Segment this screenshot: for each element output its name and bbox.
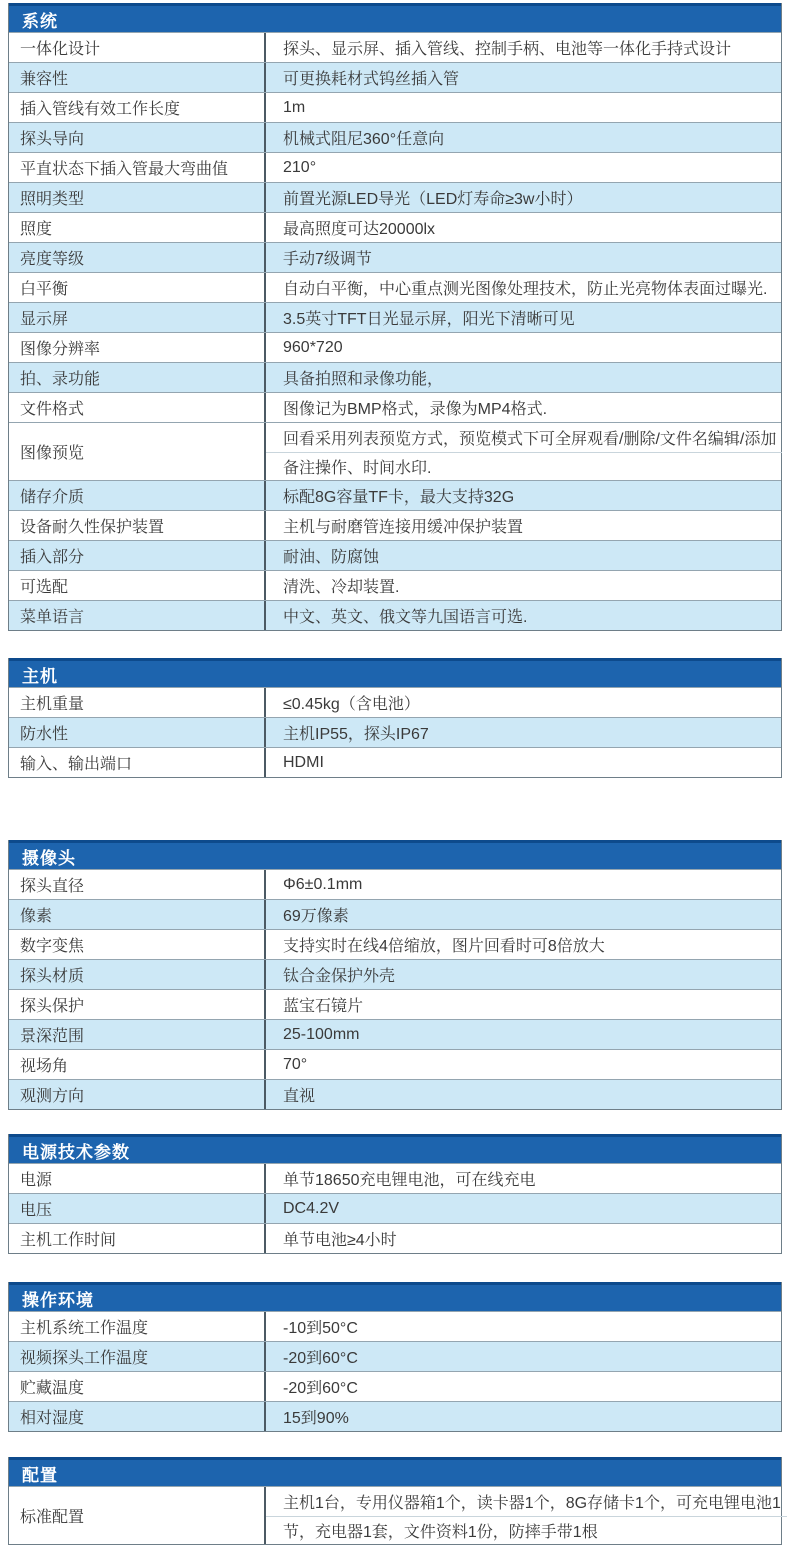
row-value: 960*720 <box>283 338 343 356</box>
row-value: 210° <box>283 158 317 176</box>
row-value-multiline <box>266 423 782 480</box>
row-value: 25-100mm <box>283 1025 360 1043</box>
spec-row <box>9 899 781 929</box>
row-value: HDMI <box>283 753 324 771</box>
spec-row <box>9 122 781 152</box>
spec-row <box>9 1371 781 1401</box>
row-value: ≤0.45kg（含电池） <box>283 696 420 714</box>
row-label: 储存介质 <box>9 481 266 510</box>
row-value: 单节18650充电锂电池，可在线充电 <box>283 1172 536 1190</box>
spec-row <box>9 959 781 989</box>
section-header: 配置 <box>9 1457 781 1486</box>
row-label: 设备耐久性保护装置 <box>9 511 266 540</box>
row-label: 贮藏温度 <box>9 1372 266 1401</box>
row-value: 直视 <box>283 1088 316 1106</box>
row-label: 平直状态下插入管最大弯曲值 <box>9 153 266 182</box>
row-label: 菜单语言 <box>9 601 266 630</box>
spec-row <box>9 480 781 510</box>
section-header: 系统 <box>9 3 781 32</box>
spec-row <box>9 332 781 362</box>
spec-row <box>9 92 781 122</box>
row-value: -20到60°C <box>283 1380 358 1398</box>
row-label: 一体化设计 <box>9 33 266 62</box>
spec-row <box>9 1163 781 1193</box>
row-value: 钛合金保护外壳 <box>283 968 396 986</box>
spec-row <box>9 929 781 959</box>
row-label: 插入管线有效工作长度 <box>9 93 266 122</box>
spec-section-1 <box>8 658 782 778</box>
row-label: 探头导向 <box>9 123 266 152</box>
row-label: 主机工作时间 <box>9 1224 266 1253</box>
row-label: 主机重量 <box>9 688 266 717</box>
row-label: 像素 <box>9 900 266 929</box>
row-label: 照度 <box>9 213 266 242</box>
spec-row <box>9 302 781 332</box>
row-label: 电源 <box>9 1164 266 1193</box>
row-value: 清洗、冷却装置. <box>283 579 400 597</box>
row-value: -10到50°C <box>283 1320 358 1338</box>
spec-row <box>9 1049 781 1079</box>
spec-row <box>9 1079 781 1109</box>
row-value: 单节电池≥4小时 <box>283 1232 397 1250</box>
row-label: 显示屏 <box>9 303 266 332</box>
spec-row <box>9 540 781 570</box>
row-label: 标准配置 <box>9 1487 266 1544</box>
row-value: 标配8G容量TF卡，最大支持32G <box>283 489 515 507</box>
spec-row <box>9 272 781 302</box>
row-value-line: 备注操作、时间水印. <box>266 452 782 481</box>
row-value: 15到90% <box>283 1410 349 1428</box>
row-label: 视频探头工作温度 <box>9 1342 266 1371</box>
row-value: 蓝宝石镜片 <box>283 998 364 1016</box>
row-value: 探头、显示屏、插入管线、控制手柄、电池等一体化手持式设计 <box>283 41 732 58</box>
row-value: 69万像素 <box>283 908 349 926</box>
row-value: Φ6±0.1mm <box>283 875 363 893</box>
row-value: 1m <box>283 98 306 116</box>
row-value: 具备拍照和录像功能， <box>283 371 444 388</box>
row-label: 文件格式 <box>9 393 266 422</box>
spec-section-4 <box>8 1282 782 1432</box>
row-label: 相对湿度 <box>9 1402 266 1431</box>
spec-row <box>9 1341 781 1371</box>
spec-row <box>9 717 781 747</box>
row-value-line: 回看采用列表预览方式，预览模式下可全屏观看/删除/文件名编辑/添加 <box>283 430 777 448</box>
row-label: 防水性 <box>9 718 266 747</box>
row-label: 主机系统工作温度 <box>9 1312 266 1341</box>
spec-sheet <box>0 3 790 1551</box>
row-label: 照明类型 <box>9 183 266 212</box>
spec-row <box>9 869 781 899</box>
row-value: 可更换耗材式钨丝插入管 <box>283 71 460 88</box>
spec-row <box>9 600 781 630</box>
row-label: 探头直径 <box>9 870 266 899</box>
row-value: 自动白平衡，中心重点测光图像处理技术，防止光亮物体表面过曝光. <box>283 281 768 298</box>
spec-row <box>9 510 781 540</box>
row-value: 70° <box>283 1055 308 1073</box>
row-value: 最高照度可达20000lx <box>283 221 436 238</box>
row-label: 输入、输出端口 <box>9 748 266 777</box>
row-label: 拍、录功能 <box>9 363 266 392</box>
spec-section-2 <box>8 840 782 1110</box>
row-label: 探头材质 <box>9 960 266 989</box>
spec-section-3 <box>8 1134 782 1254</box>
spec-row <box>9 570 781 600</box>
row-value-line: 主机1台，专用仪器箱1个，读卡器1个，8G存储卡1个，可充电锂电池1 <box>283 1494 781 1512</box>
spec-row <box>9 687 781 717</box>
row-value: -20到60°C <box>283 1350 358 1368</box>
row-label: 视场角 <box>9 1050 266 1079</box>
row-value: 主机IP55，探头IP67 <box>283 726 429 744</box>
row-label: 电压 <box>9 1194 266 1223</box>
spec-row <box>9 422 781 480</box>
spec-row <box>9 1019 781 1049</box>
row-value: 中文、英文、俄文等九国语言可选. <box>283 609 528 627</box>
row-value: 耐油、防腐蚀 <box>283 549 380 567</box>
row-value: 主机与耐磨管连接用缓冲保护装置 <box>283 519 524 537</box>
row-value-line: 节，充电器1套，文件资料1份，防摔手带1根 <box>266 1516 787 1545</box>
spec-row <box>9 152 781 182</box>
spec-row <box>9 1223 781 1253</box>
section-header: 主机 <box>9 658 781 687</box>
row-value: DC4.2V <box>283 1199 340 1217</box>
row-label: 数字变焦 <box>9 930 266 959</box>
row-label: 插入部分 <box>9 541 266 570</box>
spec-row <box>9 1311 781 1341</box>
row-value: 机械式阻尼360°任意向 <box>283 131 445 148</box>
row-value-multiline <box>266 1487 787 1544</box>
spec-row <box>9 182 781 212</box>
section-header: 电源技术参数 <box>9 1134 781 1163</box>
row-value: 前置光源LED导光（LED灯寿命≥3w小时） <box>283 191 583 208</box>
spec-row <box>9 1401 781 1431</box>
row-label: 白平衡 <box>9 273 266 302</box>
row-value: 手动7级调节 <box>283 251 372 268</box>
spec-row <box>9 62 781 92</box>
spec-row <box>9 32 781 62</box>
row-label: 景深范围 <box>9 1020 266 1049</box>
row-value: 图像记为BMP格式，录像为MP4格式. <box>283 401 548 418</box>
row-value: 3.5英寸TFT日光显示屏，阳光下清晰可见 <box>283 311 575 328</box>
spec-section-5 <box>8 1457 782 1545</box>
spec-row <box>9 989 781 1019</box>
spec-row <box>9 1193 781 1223</box>
spec-row <box>9 362 781 392</box>
spec-row <box>9 212 781 242</box>
row-label: 图像预览 <box>9 423 266 480</box>
spec-row <box>9 242 781 272</box>
spec-row <box>9 747 781 777</box>
row-value: 支持实时在线4倍缩放，图片回看时可8倍放大 <box>283 938 605 956</box>
row-label: 亮度等级 <box>9 243 266 272</box>
spec-row <box>9 392 781 422</box>
row-label: 观测方向 <box>9 1080 266 1109</box>
row-label: 兼容性 <box>9 63 266 92</box>
row-label: 探头保护 <box>9 990 266 1019</box>
section-header: 摄像头 <box>9 840 781 869</box>
row-label: 图像分辨率 <box>9 333 266 362</box>
section-header: 操作环境 <box>9 1282 781 1311</box>
row-label: 可选配 <box>9 571 266 600</box>
spec-section-0 <box>8 3 782 631</box>
